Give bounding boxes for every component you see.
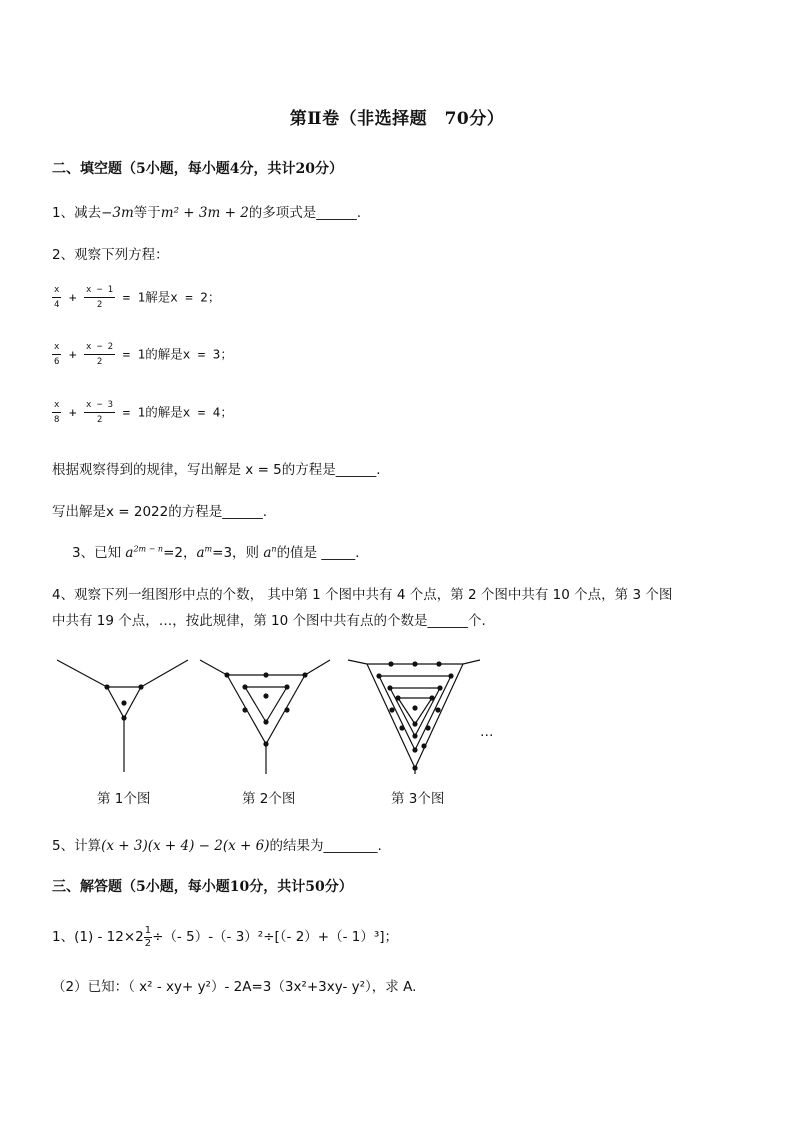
question-3: 3、已知 $a^{2m - n}=2$，$a^m=3$，则 $a^n$的值是 _____. (72, 544, 360, 561)
fraction: $\frac{x - 3}{2}$ (86, 400, 114, 425)
fraction: $\frac{x}{6}$ (54, 342, 60, 367)
section-answer-heading: 三、解答题（5小题，每小题10分，共计50分） (52, 879, 353, 895)
caption-figure-3: 第 3个图 (391, 791, 445, 807)
equation-3: $\frac{x}{8}$ + $\frac{x - 3}{2}$ = 1的解是x = 4； (54, 400, 233, 425)
fraction: $\frac{x}{8}$ (54, 400, 60, 425)
question-2-intro: 2、观察下列方程： (52, 247, 169, 263)
fraction: $\frac{x - 1}{2}$ (86, 285, 114, 310)
section-fill-in-heading: 二、填空题（5小题，每小题4分，共计20分） (52, 161, 343, 177)
caption-figure-1: 第 1个图 (97, 791, 151, 807)
q1-expr1: −3m (101, 205, 134, 221)
q1-prefix: 1、减去 (52, 205, 102, 221)
q1-mid: 等于 (133, 205, 161, 221)
q1-expr2: m² + 3m + 2 (160, 205, 249, 221)
dot-pattern-figures (40, 650, 510, 780)
answer-question-1-part-1: 1、(1) - 12×2 $\frac{1}{2}$ ÷（- 5）-（- 3）²÷[（- 2）+（- 1）³]； (52, 924, 399, 949)
question-4-line-2: 中共有 19 个点，…，按此规律，第 10 个图中共有点的个数是______个. (52, 613, 486, 629)
question-2-ask-2: 写出解是x = 2022的方程是______. (52, 504, 268, 520)
question-5: 5、计算(x + 3)(x + 4) − 2(x + 6)的结果为________. (52, 838, 382, 854)
answer-question-1-part-2: （2）已知：（ x² - xy+ y²）- 2A=3（3x²+3xy- y²），求 A. (52, 979, 417, 995)
ellipsis: … (480, 724, 494, 740)
question-2-ask-1: 根据观察得到的规律，写出解是 x = 5的方程是______. (52, 462, 381, 478)
caption-figure-2: 第 2个图 (242, 791, 296, 807)
fraction: $\frac{x - 2}{2}$ (86, 342, 114, 367)
equation-1: $\frac{x}{4}$ + $\frac{x - 1}{2}$ = 1解是x = 2； (54, 285, 221, 310)
mixed-fraction: $\frac{1}{2}$ (144, 924, 152, 949)
paper-title: 第Ⅱ卷（非选择题 70分） (289, 109, 505, 129)
question-4-line-1: 4、观察下列一组图形中点的个数， 其中第 1 个图中共有 4 个点，第 2 个图中共有 10 个点，第 3 个图 (52, 587, 673, 603)
fraction: $\frac{x}{4}$ (54, 285, 60, 310)
figure-3 (348, 660, 480, 774)
equation-2: $\frac{x}{6}$ + $\frac{x - 2}{2}$ = 1的解是x = 3； (54, 342, 233, 367)
q1-suffix: 的多项式是______. (248, 205, 362, 221)
question-1 (52, 201, 361, 221)
